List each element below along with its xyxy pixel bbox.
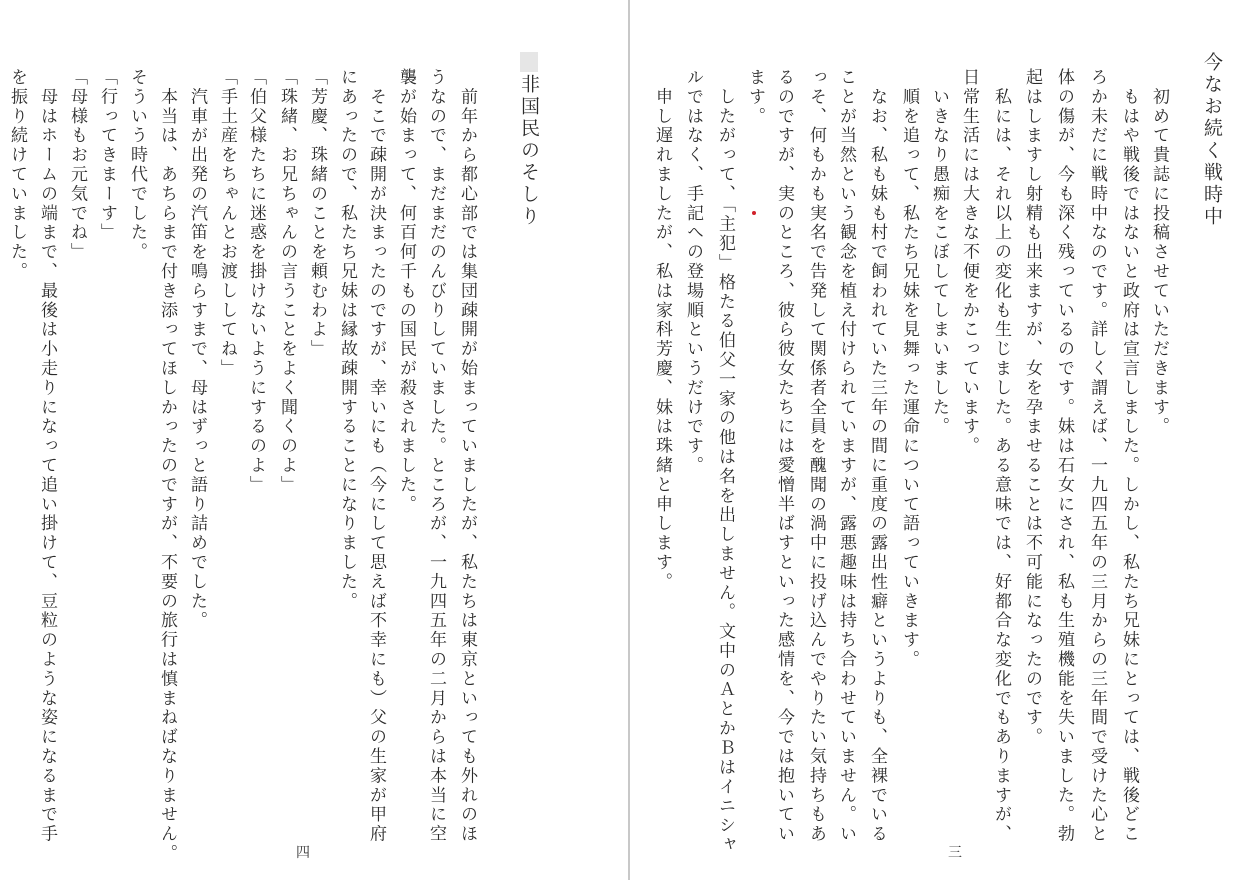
text-column: 順を追って、私たち兄妹を見舞った運命について語っていきます。 <box>899 68 919 670</box>
text-column: 「珠緒、お兄ちゃんの言うことをよく聞くのよ」 <box>277 68 297 495</box>
page-number: 三 <box>948 845 962 861</box>
text-column: 「伯父様たちに迷惑を掛けないようにするのよ」 <box>246 68 266 495</box>
text-column: ことが当然という観念を植え付けられていますが、露悪趣味は持ち合わせていません。い <box>836 68 856 844</box>
text-column: 「手土産をちゃんとお渡ししてね」 <box>217 68 237 379</box>
text-column: 本当は、あちらまで付き添ってほしかったのですが、不要の旅行は慎まねばなりません。 <box>157 68 177 864</box>
right-page <box>630 0 1260 880</box>
text-column: るのですが、実のところ、彼ら彼女たちには愛憎半ばすといった感情を、今では抱いてい <box>774 68 794 844</box>
text-column: なお、私も妹も村で飼われていた三年の間に重度の露出性癖というよりも、全裸でいる <box>867 68 887 844</box>
text-column: にあったので、私たち兄妹は縁故疎開することになりました。 <box>337 68 357 612</box>
text-column: 母はホームの端まで、最後は小走りになって追い掛けて、豆粒のような姿になるまで手 <box>37 68 57 844</box>
left-page-title <box>519 52 539 228</box>
text-column: 日常生活には大きな不便をかこっています。 <box>959 68 979 456</box>
text-column: 「行ってきまーす」 <box>97 68 117 243</box>
text-column: したがって、「主犯」格たる伯父一家の他は名を出しません。文中のＡとかＢはイニシャ <box>715 68 735 855</box>
text-column: うなので、まだまだのんびりしていました。ところが、一九四五年の二月からは本当に空 <box>426 68 446 844</box>
text-column: ルではなく、手記への登場順というだけです。 <box>683 68 703 476</box>
text-column: 申し遅れましたが、私は家科芳慶、妹は珠緒と申します。 <box>652 68 672 592</box>
text-column: いきなり愚痴をこぼしてしまいました。 <box>929 68 949 437</box>
text-column: 体の傷が、今も深く残っているのです。妹は石女にされ、私も生殖機能を失いました。勃 <box>1054 68 1074 844</box>
text-column: そういう時代でした。 <box>127 68 147 262</box>
text-column: を振り続けていました。 <box>7 68 27 282</box>
text-column: 起はしますし射精も出来ますが、女を孕ませることは不可能になったのです。 <box>1022 68 1042 747</box>
left-page <box>0 0 628 880</box>
text-column: 「母様もお元気でね」 <box>67 68 87 262</box>
text-column: 前年から都心部では集団疎開が始まっていましたが、私たちは東京といっても外れのほ <box>457 68 477 844</box>
right-page-title: 今なお続く戦時中 <box>1201 52 1223 228</box>
page-number: 四 <box>296 845 310 861</box>
text-column: 初めて貴誌に投稿させていただきます。 <box>1149 68 1169 437</box>
text-column: ます。 <box>745 68 765 127</box>
red-marker-dot <box>752 211 756 215</box>
text-column: ろか未だに戦時中なのです。詳しく謂えば、一九四五年の三月からの三年間で受けた心と <box>1087 68 1107 844</box>
text-column: そこで疎開が決まったのですが、幸いにも（今にして思えば不幸にも）父の生家が甲府 <box>366 68 386 844</box>
text-column: もはや戦後ではないと政府は宣言しました。しかし、私たち兄妹にとっては、戦後どこ <box>1119 68 1139 844</box>
text-column: 私には、それ以上の変化も生じました。ある意味では、好都合な変化でもありますが、 <box>991 68 1011 844</box>
left-page-title-text: 非国民のそしり <box>518 74 540 228</box>
redacted-mark <box>520 52 538 72</box>
text-column: 「芳慶、珠緒のことを頼むわよ」 <box>307 68 327 359</box>
text-column: っそ、何もかも実名で告発して関係者全員を醜聞の渦中に投げ込んでやりたい気持ちもあ <box>806 68 826 844</box>
text-column: 襲が始まって、何百何千もの国民が殺されました。 <box>396 68 416 515</box>
text-column: 汽車が出発の汽笛を鳴らすまで、母はずっと語り詰めでした。 <box>187 68 207 631</box>
